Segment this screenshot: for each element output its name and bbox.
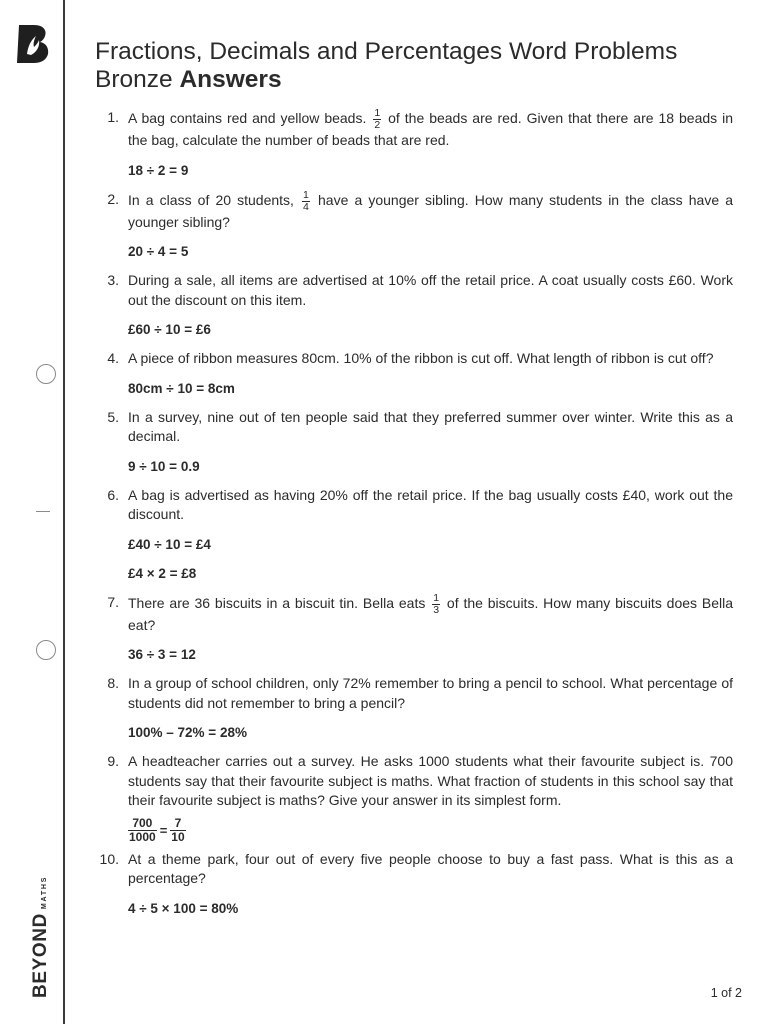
answer-line: 9 ÷ 10 = 0.9 [128,458,200,474]
question-text: At a theme park, four out of every five people choose to buy a fast pass. What is this as a percentage? [128,850,733,886]
fold-mark [36,511,50,512]
question-item [95,674,733,742]
title-line-2 [95,66,677,94]
answer-line: 4 ÷ 5 × 100 = 80% [128,900,239,916]
question-item [95,486,733,583]
punch-hole-top [36,364,56,384]
question-item [95,593,733,665]
fraction: $\frac{1}{2}$ [374,107,381,131]
fraction: $\frac{700}{1000}$ [129,815,156,844]
question-number: 3. [107,272,119,288]
question-number: 10. [99,850,119,867]
question-text: During a sale, all items are advertised at 10% off the retail price. A coat usually costs £60. Work out the discount on this item. [128,272,733,308]
question-text: A bag is advertised as having 20% off the retail price. If the bag usually costs £40, work out the discount. [128,486,733,522]
question-text: A headteacher carries out a survey. He asks 1000 students what their favourite subject is. 700 students say that their favourite subject is maths. What fraction of students in this school say that their favourite subject is maths? Give your answer in its simplest form. [128,753,733,808]
answer-line: £4 × 2 = £8 [128,565,197,581]
question-number: 4. [107,350,119,366]
answer-line: 18 ÷ 2 = 9 [128,162,189,178]
question-text: There are 36 biscuits in a biscuit tin. Bella eats $\frac{1}{3}$ of the biscuits. How many biscuits does Bella eat? [128,591,734,633]
title-line-1: Fractions, Decimals and Percentages Word Problems [95,38,678,65]
question-number: 1. [107,109,119,125]
question-number: 7. [107,593,119,610]
question-text: A piece of ribbon measures 80cm. 10% of the ribbon is cut off. What length of ribbon is cut off? [128,350,714,366]
question-text: In a group of school children, only 72% remember to bring a pencil to school. What percentage of students did not remember to bring a pencil? [128,675,733,711]
answer-line: 20 ÷ 4 = 5 [128,244,189,259]
question-item [95,850,733,918]
question-number: 9. [107,753,119,769]
answer-line: 100% – 72% = 28% [128,725,247,740]
page-title [95,38,677,94]
answer-line: £60 ÷ 10 = £6 [128,322,211,337]
beyond-logo-icon [16,24,50,64]
question-item [95,349,733,398]
question-number: 5. [107,408,119,425]
brand-wordmark [6,850,54,1000]
fraction: $\frac{7}{10}$ [171,815,185,844]
margin-line [63,0,65,1024]
question-number: 2. [107,190,119,207]
question-number: 6. [107,486,119,503]
answer-line: 36 ÷ 3 = 12 [128,647,196,662]
question-item [95,408,733,476]
question-list [95,108,733,918]
brand-sub-text: MATHS [41,875,48,910]
brand-main-text: BEYOND [30,913,51,998]
question-text: In a class of 20 students, $\frac{1}{4}$ have a younger sibling. How many students in the class have a younger sibling? [128,188,734,230]
title-level: Bronze [95,66,173,93]
question-text: In a survey, nine out of ten people said that they preferred summer over winter. Write this as a decimal. [128,408,733,444]
question-text: A bag contains red and yellow beads. $\frac{1}{2}$ of the beads are red. Given that there are 18 beads in the bag, calculate the number of beads that are red. [128,107,734,148]
answer-line: £40 ÷ 10 = £4 [128,536,211,552]
answer-line: 80cm ÷ 10 = 8cm [128,380,235,396]
question-item [95,108,733,180]
punch-hole-bottom [36,640,56,660]
fraction: $\frac{1}{4}$ [303,188,309,213]
page-number: 1 of 2 [710,986,742,1000]
question-item [95,190,733,262]
question-number: 8. [107,675,119,691]
question-item [95,752,733,844]
fraction: $\frac{1}{3}$ [433,591,440,616]
answer-fraction: $\frac{700}{1000}$ = $\frac{7}{10}$ [129,815,185,844]
title-answers: Answers [179,66,282,93]
question-item [95,271,733,339]
